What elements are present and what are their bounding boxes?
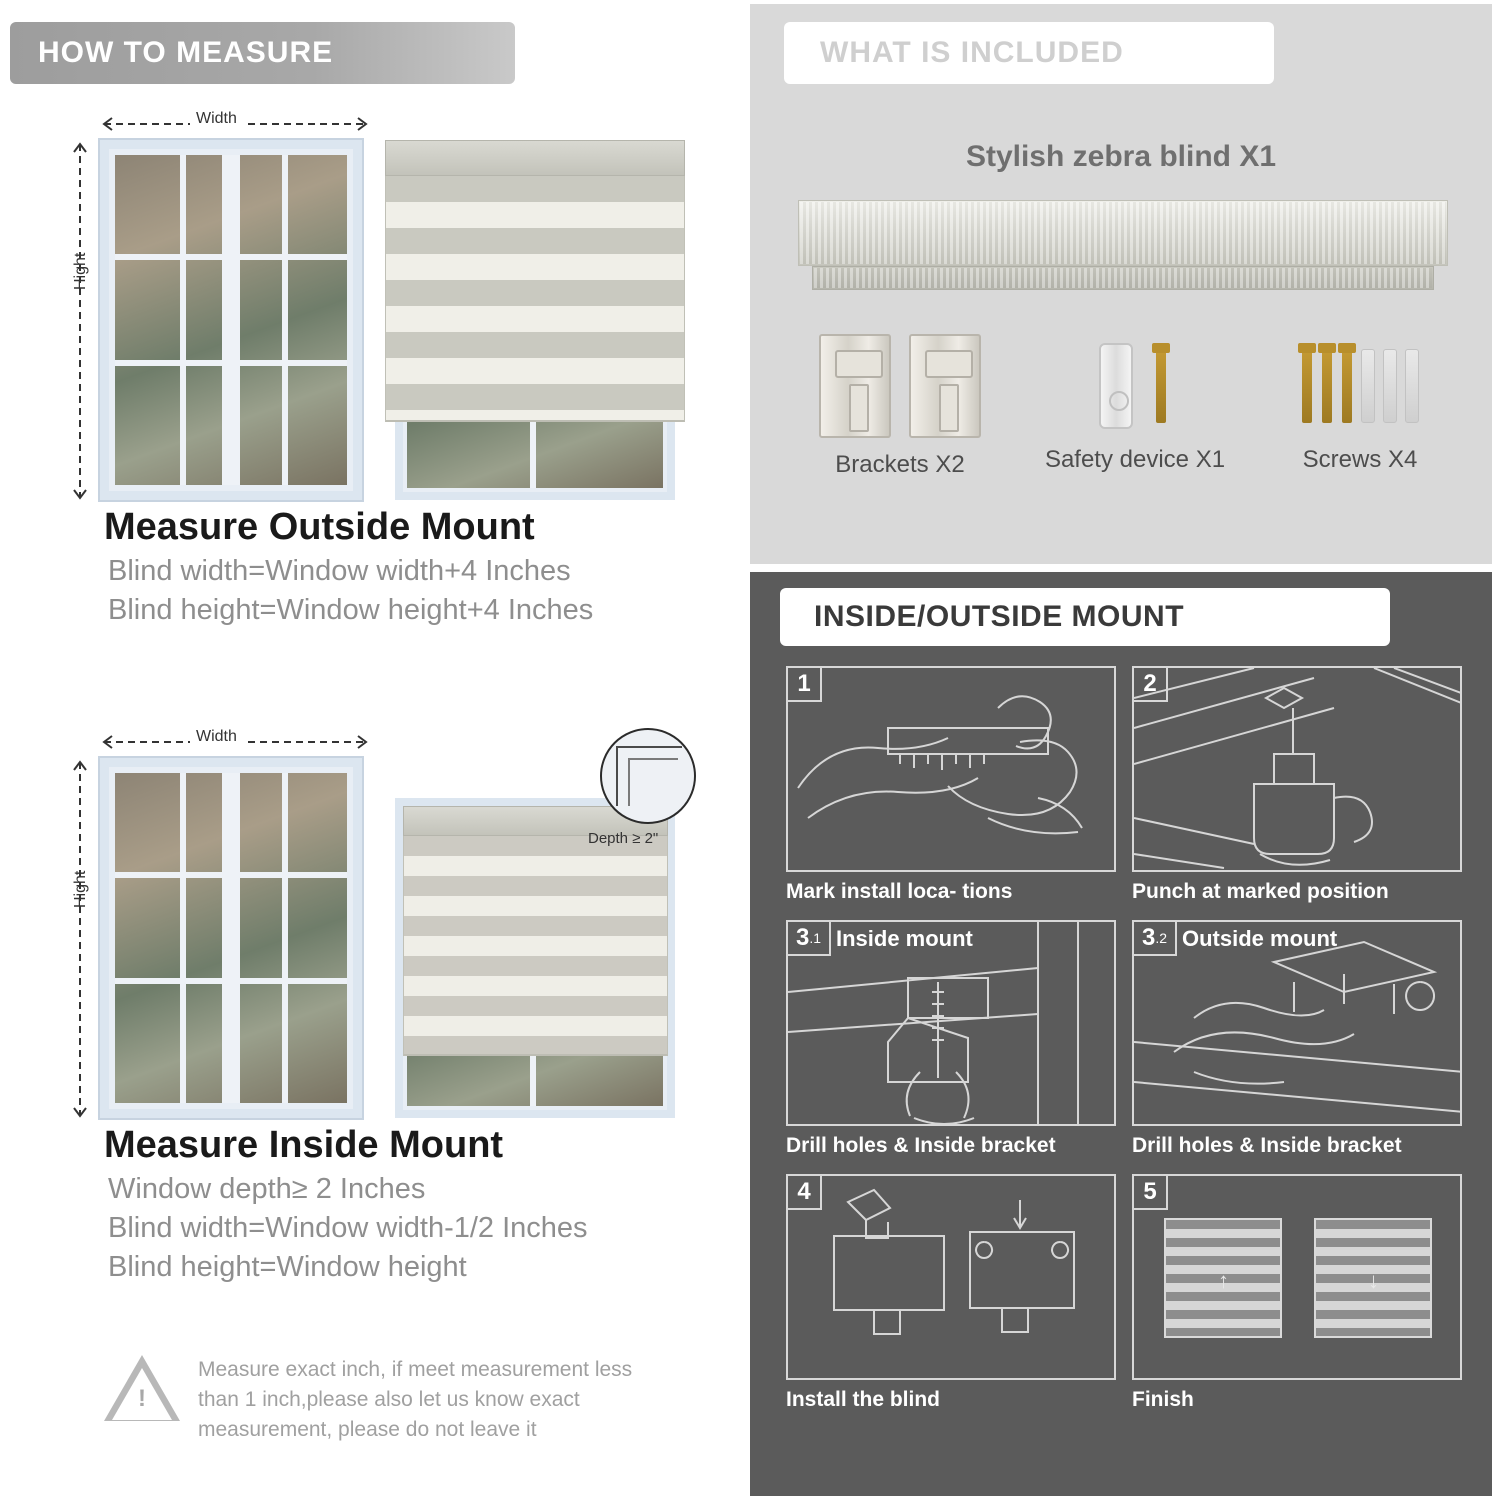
part-brackets [790, 334, 1010, 479]
installation-steps [786, 666, 1462, 1412]
step-4-illustration [786, 1174, 1116, 1380]
step-3-1-number: 3 .1 [788, 922, 831, 956]
inside-height-label: Hight [72, 870, 89, 908]
part-brackets-label: Brackets X2 [835, 451, 965, 478]
wall-anchor-icon [1361, 349, 1375, 423]
inside-outside-mount-banner [780, 588, 1390, 646]
depth-callout-icon [600, 728, 696, 824]
step-3-1-subtitle: Inside mount [836, 926, 973, 951]
window-glass [115, 155, 347, 485]
step-1-caption: Mark install loca- tions [786, 880, 1013, 903]
product-title: Stylish zebra blind X1 [965, 140, 1277, 173]
screws-icon-group [1260, 334, 1460, 438]
step-3-1 [786, 920, 1116, 1158]
step-3-1-caption: Drill holes & Inside bracket [786, 1134, 1056, 1157]
depth-callout-label: Depth ≥ 2" [588, 830, 659, 847]
hand-measuring-sketch [788, 668, 1116, 872]
outside-mount-line1: Blind width=Window width+4 Inches [108, 555, 571, 587]
zebra-blind-outside [385, 140, 685, 422]
step-2 [1132, 666, 1462, 904]
measure-note-text: Measure exact inch, if meet measurement less than 1 inch,please also let us know exact measurement, please do not leave it [198, 1358, 633, 1441]
step-1 [786, 666, 1116, 904]
wall-anchor-icon [1405, 349, 1419, 423]
blind-zebra-fabric [385, 176, 685, 422]
step-3-2-number: 3 .2 [1134, 922, 1177, 956]
part-safety-device [1020, 334, 1250, 474]
height-dimension-arrow-inside [70, 758, 90, 1120]
step-3-2 [1132, 920, 1462, 1158]
part-safety-label: Safety device X1 [1044, 446, 1226, 473]
step-3-2-subtitle: Outside mount [1182, 926, 1338, 951]
step-5-caption: Finish [1132, 1388, 1194, 1411]
measure-note [104, 1355, 668, 1445]
step-5-illustration [1132, 1174, 1462, 1380]
what-is-included-panel [750, 4, 1492, 564]
outside-height-label: Hight [72, 252, 89, 290]
outside-mount-diagram [0, 100, 742, 500]
step-5-number: 5 [1134, 1176, 1168, 1210]
outside-width-label: Width [190, 110, 243, 128]
blind-over-window-outside [385, 140, 685, 500]
inside-mount-diagram [0, 718, 742, 1118]
step-4-caption: Install the blind [786, 1388, 941, 1411]
inside-width-label: Width [190, 728, 243, 746]
window-center-mullion-inside [222, 773, 240, 1103]
window-illustration-outside [100, 140, 362, 500]
inside-mount-line3: Blind height=Window height [108, 1251, 467, 1283]
step-2-illustration [1132, 666, 1462, 872]
safety-device-icon [1099, 343, 1133, 429]
part-screws [1260, 334, 1460, 474]
screw-icon [1156, 349, 1166, 423]
bracket-icon-group [790, 334, 1010, 443]
inside-bracket-drill-sketch [788, 922, 1116, 1126]
included-parts-row [750, 334, 1492, 534]
step-3-2-illustration [1132, 920, 1462, 1126]
step-2-number: 2 [1134, 668, 1168, 702]
step-4-number: 4 [788, 1176, 822, 1210]
window-illustration-inside [100, 758, 362, 1118]
how-to-measure-title: HOW TO MEASURE [38, 36, 334, 69]
zebra-blind-product-image [798, 200, 1448, 298]
screw-icon [1342, 349, 1352, 423]
step-1-illustration [786, 666, 1116, 872]
wall-anchor-icon [1383, 349, 1397, 423]
window-center-mullion [222, 155, 240, 485]
screw-icon [1322, 349, 1332, 423]
inside-mount-title: Measure Inside Mount [104, 1124, 504, 1166]
blind-zebra-fabric-inside [403, 836, 668, 1056]
safety-icon-group [1020, 334, 1250, 438]
right-column [742, 0, 1500, 1500]
outside-bracket-drill-sketch [1134, 922, 1462, 1126]
outside-mount-block [0, 100, 742, 627]
step-1-number: 1 [788, 668, 822, 702]
install-blind-sketch [788, 1176, 1116, 1380]
step-2-caption: Punch at marked position [1132, 880, 1389, 903]
window-glass-inside [115, 773, 347, 1103]
bracket-icon [909, 334, 981, 438]
step-4 [786, 1174, 1116, 1412]
height-dimension-arrow [70, 140, 90, 502]
how-to-measure-column [0, 0, 742, 1500]
step-5 [1132, 1174, 1462, 1412]
warning-triangle-icon: ! [104, 1355, 180, 1425]
step-3-1-illustration [786, 920, 1116, 1126]
step-3-2-caption: Drill holes & Inside bracket [1132, 1134, 1402, 1157]
outside-mount-title: Measure Outside Mount [104, 506, 535, 548]
inside-mount-block [0, 718, 742, 1284]
inside-outside-mount-title: INSIDE/OUTSIDE MOUNT [814, 600, 1185, 633]
how-to-measure-banner [10, 22, 515, 84]
inside-outside-mount-panel [750, 572, 1492, 1496]
arrow-up-icon: ↑ [1218, 1268, 1229, 1293]
part-screws-label: Screws X4 [1302, 446, 1418, 473]
arrow-down-icon: ↓ [1368, 1268, 1379, 1293]
inside-mount-line1: Window depth≥ 2 Inches [108, 1173, 426, 1205]
blind-headrail [385, 140, 685, 176]
outside-mount-line2: Blind height=Window height+4 Inches [108, 594, 594, 626]
what-is-included-banner [784, 22, 1274, 84]
inside-mount-line2: Blind width=Window width-1/2 Inches [108, 1212, 588, 1244]
drill-punch-sketch [1134, 668, 1462, 872]
bracket-icon [819, 334, 891, 438]
what-is-included-title: WHAT IS INCLUDED [820, 36, 1124, 69]
screw-icon [1302, 349, 1312, 423]
